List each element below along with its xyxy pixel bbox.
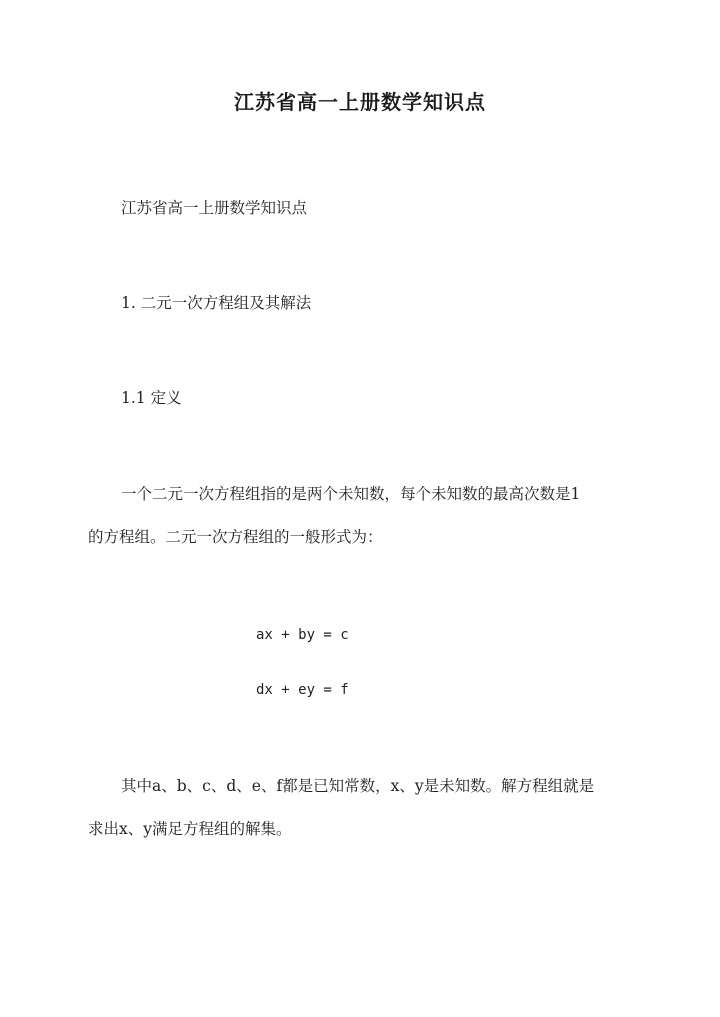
formula-2: dx + ey = f [256, 682, 349, 698]
document-title: 江苏省高一上册数学知识点 [234, 90, 486, 114]
paragraph-1-line-1: 一个二元一次方程组指的是两个未知数，每个未知数的最高次数是1 [121, 485, 581, 503]
subsection-heading: 1.1 定义 [121, 389, 182, 407]
formula-1: ax + by = c [256, 627, 349, 643]
section-heading: 1. 二元一次方程组及其解法 [121, 294, 312, 312]
paragraph-2-line-1: 其中a、b、c、d、e、f都是已知常数，x、y是未知数。解方程组就是 [121, 777, 595, 795]
paragraph-1-line-2: 的方程组。二元一次方程组的一般形式为： [88, 528, 383, 546]
document-subtitle: 江苏省高一上册数学知识点 [121, 199, 308, 217]
paragraph-2-line-2: 求出x、y满足方程组的解集。 [88, 820, 292, 838]
